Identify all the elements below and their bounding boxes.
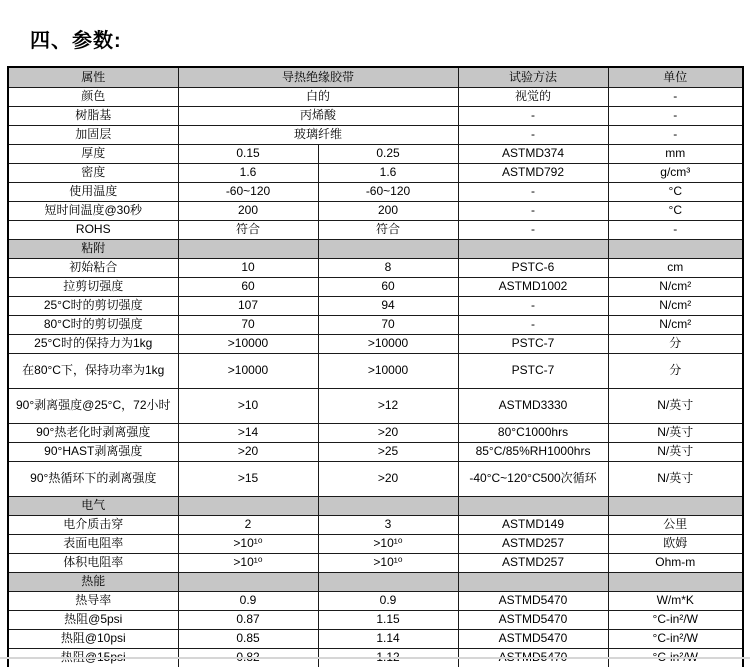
table-row: [8, 592, 743, 611]
section-header-cell: 粘附: [8, 240, 178, 259]
test-method-cell: ASTMD3330: [458, 389, 608, 424]
property-cell: 树脂基: [8, 107, 178, 126]
value-cell: 0.15: [178, 145, 318, 164]
value-cell: 2: [178, 516, 318, 535]
value-cell: -60~120: [178, 183, 318, 202]
table-row: [8, 202, 743, 221]
table-row: [8, 611, 743, 630]
test-method-cell: PSTC-6: [458, 259, 608, 278]
unit-cell: N/英寸: [608, 424, 743, 443]
value-cell: >12: [318, 389, 458, 424]
test-method-cell: PSTC-7: [458, 335, 608, 354]
value-cell: 符合: [178, 221, 318, 240]
value-cell: >10¹⁰: [318, 535, 458, 554]
test-method-cell: ASTMD792: [458, 164, 608, 183]
value-cell: 70: [178, 316, 318, 335]
property-cell: 80°C时的剪切强度: [8, 316, 178, 335]
property-cell: 90°HAST剥离强度: [8, 443, 178, 462]
value-cell: 8: [318, 259, 458, 278]
header-row: [8, 67, 743, 88]
table-row: [8, 424, 743, 443]
value-cell: >25: [318, 443, 458, 462]
value-cell: >10¹⁰: [178, 535, 318, 554]
table-row: [8, 535, 743, 554]
property-cell: 在80°C下，保持功率为1kg: [8, 354, 178, 389]
test-method-cell: ASTMD149: [458, 516, 608, 535]
test-method-cell: ASTMD257: [458, 535, 608, 554]
value-cell: 1.6: [178, 164, 318, 183]
value-cell: >20: [178, 443, 318, 462]
table-row: [8, 164, 743, 183]
property-cell: 90°热老化时剥离强度: [8, 424, 178, 443]
value-cell: 0.9: [318, 592, 458, 611]
table-row: [8, 259, 743, 278]
unit-cell: -: [608, 221, 743, 240]
unit-cell: 分: [608, 335, 743, 354]
unit-cell: -: [608, 107, 743, 126]
value-cell: >20: [318, 462, 458, 497]
unit-cell: °C: [608, 183, 743, 202]
table-row: [8, 516, 743, 535]
unit-cell: N/cm²: [608, 316, 743, 335]
empty-cell: [178, 497, 318, 516]
empty-cell: [608, 240, 743, 259]
value-cell: >14: [178, 424, 318, 443]
unit-cell: mm: [608, 145, 743, 164]
value-cell: 60: [178, 278, 318, 297]
value-cell: 白的: [178, 88, 458, 107]
unit-cell: cm: [608, 259, 743, 278]
table-row: [8, 278, 743, 297]
table-row: [8, 462, 743, 497]
empty-cell: [318, 497, 458, 516]
section-header-cell: 电气: [8, 497, 178, 516]
table-row: [8, 126, 743, 145]
value-cell: 60: [318, 278, 458, 297]
value-cell: 玻璃纤维: [178, 126, 458, 145]
empty-cell: [458, 240, 608, 259]
property-cell: 短时间温度@30秒: [8, 202, 178, 221]
value-cell: 70: [318, 316, 458, 335]
test-method-cell: -: [458, 221, 608, 240]
unit-cell: -: [608, 126, 743, 145]
value-cell: >15: [178, 462, 318, 497]
value-cell: 0.87: [178, 611, 318, 630]
column-header: 试验方法: [458, 67, 608, 88]
table-row: [8, 221, 743, 240]
value-cell: >10: [178, 389, 318, 424]
value-cell: 0.25: [318, 145, 458, 164]
unit-cell: W/m*K: [608, 592, 743, 611]
table-row: [8, 107, 743, 126]
column-header: 属性: [8, 67, 178, 88]
test-method-cell: ASTMD374: [458, 145, 608, 164]
test-method-cell: 85°C/85%RH1000hrs: [458, 443, 608, 462]
table-body: [8, 88, 743, 667]
table-row: [8, 354, 743, 389]
section-row: [8, 240, 743, 259]
value-cell: >10¹⁰: [178, 554, 318, 573]
property-cell: 加固层: [8, 126, 178, 145]
value-cell: 丙烯酸: [178, 107, 458, 126]
unit-cell: °C-in²/W: [608, 630, 743, 649]
unit-cell: °C-in²/W: [608, 611, 743, 630]
property-cell: ROHS: [8, 221, 178, 240]
test-method-cell: -: [458, 202, 608, 221]
test-method-cell: PSTC-7: [458, 354, 608, 389]
unit-cell: N/英寸: [608, 389, 743, 424]
property-cell: 热阻@10psi: [8, 630, 178, 649]
value-cell: 0.85: [178, 630, 318, 649]
section-row: [8, 573, 743, 592]
column-header: 单位: [608, 67, 743, 88]
table-row: [8, 554, 743, 573]
property-cell: 密度: [8, 164, 178, 183]
table-row: [8, 443, 743, 462]
value-cell: 3: [318, 516, 458, 535]
value-cell: 1.14: [318, 630, 458, 649]
table-row: [8, 145, 743, 164]
value-cell: 0.9: [178, 592, 318, 611]
empty-cell: [318, 573, 458, 592]
parameters-table: [7, 66, 744, 667]
property-cell: 电介质击穿: [8, 516, 178, 535]
empty-cell: [458, 573, 608, 592]
column-header: 导热绝缘胶带: [178, 67, 458, 88]
empty-cell: [178, 573, 318, 592]
value-cell: >10¹⁰: [318, 554, 458, 573]
table-row: [8, 630, 743, 649]
unit-cell: N/英寸: [608, 462, 743, 497]
unit-cell: N/cm²: [608, 278, 743, 297]
property-cell: 热阻@5psi: [8, 611, 178, 630]
test-method-cell: ASTMD5470: [458, 592, 608, 611]
unit-cell: g/cm³: [608, 164, 743, 183]
property-cell: 90°剥离强度@25°C，72小时: [8, 389, 178, 424]
value-cell: 1.6: [318, 164, 458, 183]
empty-cell: [458, 497, 608, 516]
page-title: 四、参数:: [30, 30, 122, 52]
unit-cell: 欧姆: [608, 535, 743, 554]
table-row: [8, 316, 743, 335]
value-cell: 1.15: [318, 611, 458, 630]
page-divider: [0, 657, 750, 659]
table-row: [8, 297, 743, 316]
property-cell: 25°C时的保持力为1kg: [8, 335, 178, 354]
unit-cell: -: [608, 88, 743, 107]
value-cell: >10000: [178, 354, 318, 389]
value-cell: >10000: [318, 354, 458, 389]
value-cell: 10: [178, 259, 318, 278]
empty-cell: [608, 497, 743, 516]
value-cell: 符合: [318, 221, 458, 240]
test-method-cell: 80°C1000hrs: [458, 424, 608, 443]
test-method-cell: ASTMD5470: [458, 630, 608, 649]
empty-cell: [178, 240, 318, 259]
test-method-cell: -: [458, 183, 608, 202]
property-cell: 25°C时的剪切强度: [8, 297, 178, 316]
value-cell: >20: [318, 424, 458, 443]
value-cell: >10000: [318, 335, 458, 354]
value-cell: 94: [318, 297, 458, 316]
property-cell: 使用温度: [8, 183, 178, 202]
test-method-cell: -: [458, 316, 608, 335]
unit-cell: Ohm-m: [608, 554, 743, 573]
property-cell: 拉剪切强度: [8, 278, 178, 297]
section-header-cell: 热能: [8, 573, 178, 592]
unit-cell: °C: [608, 202, 743, 221]
table-row: [8, 88, 743, 107]
value-cell: 200: [318, 202, 458, 221]
empty-cell: [318, 240, 458, 259]
property-cell: 厚度: [8, 145, 178, 164]
unit-cell: N/英寸: [608, 443, 743, 462]
test-method-cell: 视觉的: [458, 88, 608, 107]
value-cell: 200: [178, 202, 318, 221]
table-row: [8, 183, 743, 202]
table-head: [8, 67, 743, 88]
property-cell: 初始粘合: [8, 259, 178, 278]
value-cell: >10000: [178, 335, 318, 354]
unit-cell: N/cm²: [608, 297, 743, 316]
test-method-cell: -: [458, 107, 608, 126]
property-cell: 体积电阻率: [8, 554, 178, 573]
table-row: [8, 389, 743, 424]
test-method-cell: ASTMD1002: [458, 278, 608, 297]
unit-cell: 分: [608, 354, 743, 389]
property-cell: 颜色: [8, 88, 178, 107]
property-cell: 90°热循环下的剥离强度: [8, 462, 178, 497]
test-method-cell: -: [458, 297, 608, 316]
test-method-cell: ASTMD257: [458, 554, 608, 573]
section-row: [8, 497, 743, 516]
property-cell: 热导率: [8, 592, 178, 611]
empty-cell: [608, 573, 743, 592]
value-cell: 107: [178, 297, 318, 316]
test-method-cell: -40°C~120°C500次循环: [458, 462, 608, 497]
test-method-cell: -: [458, 126, 608, 145]
unit-cell: 公里: [608, 516, 743, 535]
property-cell: 表面电阻率: [8, 535, 178, 554]
test-method-cell: ASTMD5470: [458, 611, 608, 630]
value-cell: -60~120: [318, 183, 458, 202]
table-row: [8, 335, 743, 354]
